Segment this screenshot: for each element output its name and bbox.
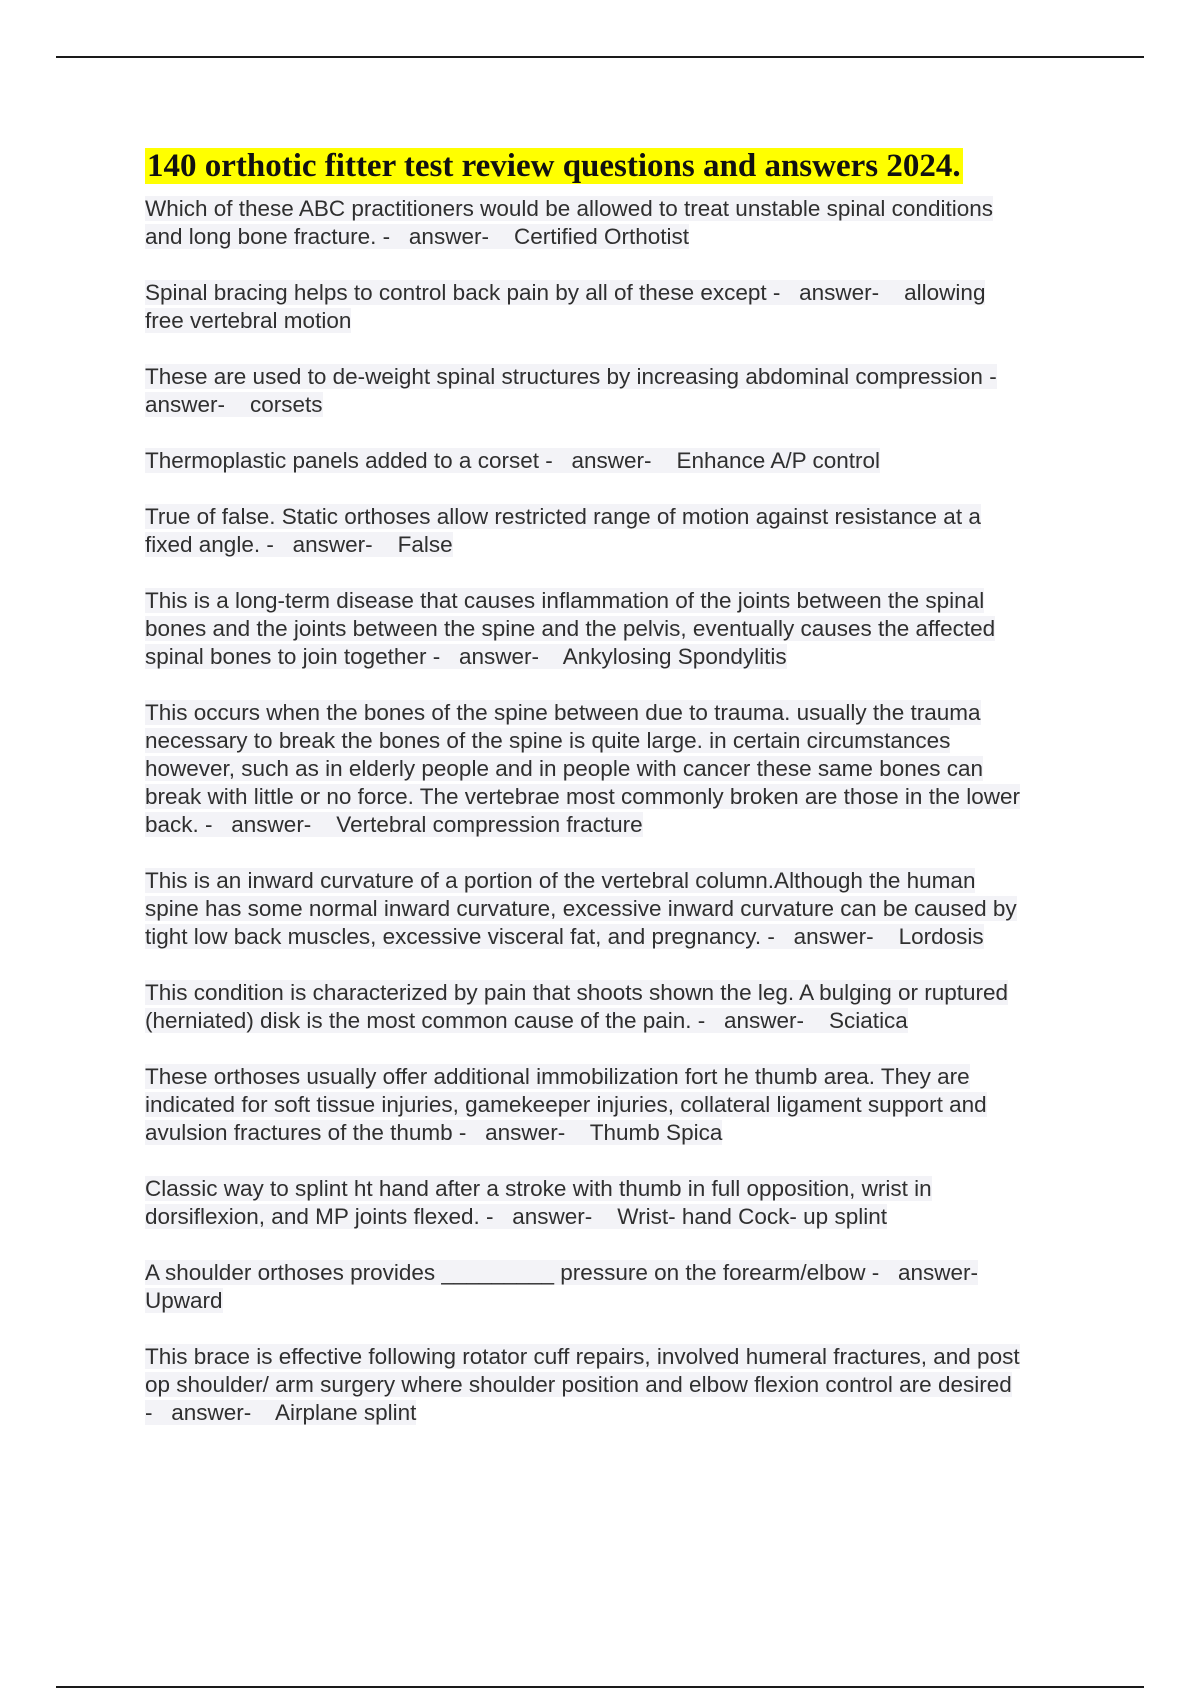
qa-item bbox=[145, 1175, 1090, 1231]
document-title: 140 orthotic fitter test review questions and answers 2024. bbox=[147, 148, 961, 184]
qa-text: Spinal bracing helps to control back pain by all of these except - answer- allowing free vertebral motion bbox=[145, 280, 986, 333]
qa-text: Thermoplastic panels added to a corset - answer- Enhance A/P control bbox=[145, 448, 880, 473]
qa-item bbox=[145, 447, 1090, 475]
qa-item bbox=[145, 195, 1090, 251]
qa-item bbox=[145, 1259, 1090, 1315]
qa-text: This occurs when the bones of the spine between due to trauma. usually the trauma necessary to break the bones of the spine is quite large. in certain circumstances however, such as in elderly people and in people with cancer these same bones can break with little or no force. The vertebrae most commonly broken are those in the lower back. - answer- Vertebral compression fracture bbox=[145, 700, 1020, 837]
qa-text: Which of these ABC practitioners would be allowed to treat unstable spinal conditions and long bone fracture. - answer- Certified Orthotist bbox=[145, 196, 993, 249]
qa-text: True of false. Static orthoses allow restricted range of motion against resistance at a fixed angle. - answer- False bbox=[145, 504, 981, 557]
qa-item bbox=[145, 1063, 1090, 1147]
document-body bbox=[145, 145, 1090, 1427]
qa-item bbox=[145, 587, 1090, 671]
qa-item bbox=[145, 699, 1090, 839]
qa-text: These are used to de-weight spinal structures by increasing abdominal compression - answer- corsets bbox=[145, 364, 997, 417]
qa-item bbox=[145, 363, 1090, 419]
bottom-rule bbox=[56, 1686, 1144, 1688]
qa-item bbox=[145, 1343, 1090, 1427]
top-rule bbox=[56, 56, 1144, 58]
qa-text: This is an inward curvature of a portion of the vertebral column.Although the human spine has some normal inward curvature, excessive inward curvature can be caused by tight low back muscles, excessive visceral fat, and pregnancy. - answer- Lordosis bbox=[145, 868, 1017, 949]
qa-text: Classic way to splint ht hand after a stroke with thumb in full opposition, wrist in dorsiflexion, and MP joints flexed. - answer- Wrist- hand Cock- up splint bbox=[145, 1176, 932, 1229]
qa-text: A shoulder orthoses provides _________ pressure on the forearm/elbow - answer- Upward bbox=[145, 1260, 978, 1313]
qa-text: This condition is characterized by pain that shoots shown the leg. A bulging or ruptured (herniated) disk is the most common cause of the pain. - answer- Sciatica bbox=[145, 980, 1009, 1033]
qa-text: These orthoses usually offer additional immobilization fort he thumb area. They are indicated for soft tissue injuries, gamekeeper injuries, collateral ligament support and avulsion fractures of the thumb - answer- Thumb Spica bbox=[145, 1064, 987, 1145]
qa-item bbox=[145, 867, 1090, 951]
qa-text: This is a long-term disease that causes inflammation of the joints between the spinal bones and the joints between the spine and the pelvis, eventually causes the affected spinal bones to join together - answer- Ankylosing Spondylitis bbox=[145, 588, 996, 669]
qa-item bbox=[145, 279, 1090, 335]
qa-item bbox=[145, 503, 1090, 559]
qa-text: This brace is effective following rotator cuff repairs, involved humeral fractures, and post op shoulder/ arm surgery where shoulder position and elbow flexion control are desired - answer- Airplane splint bbox=[145, 1344, 1020, 1425]
qa-item bbox=[145, 979, 1090, 1035]
title-container bbox=[145, 145, 1090, 193]
